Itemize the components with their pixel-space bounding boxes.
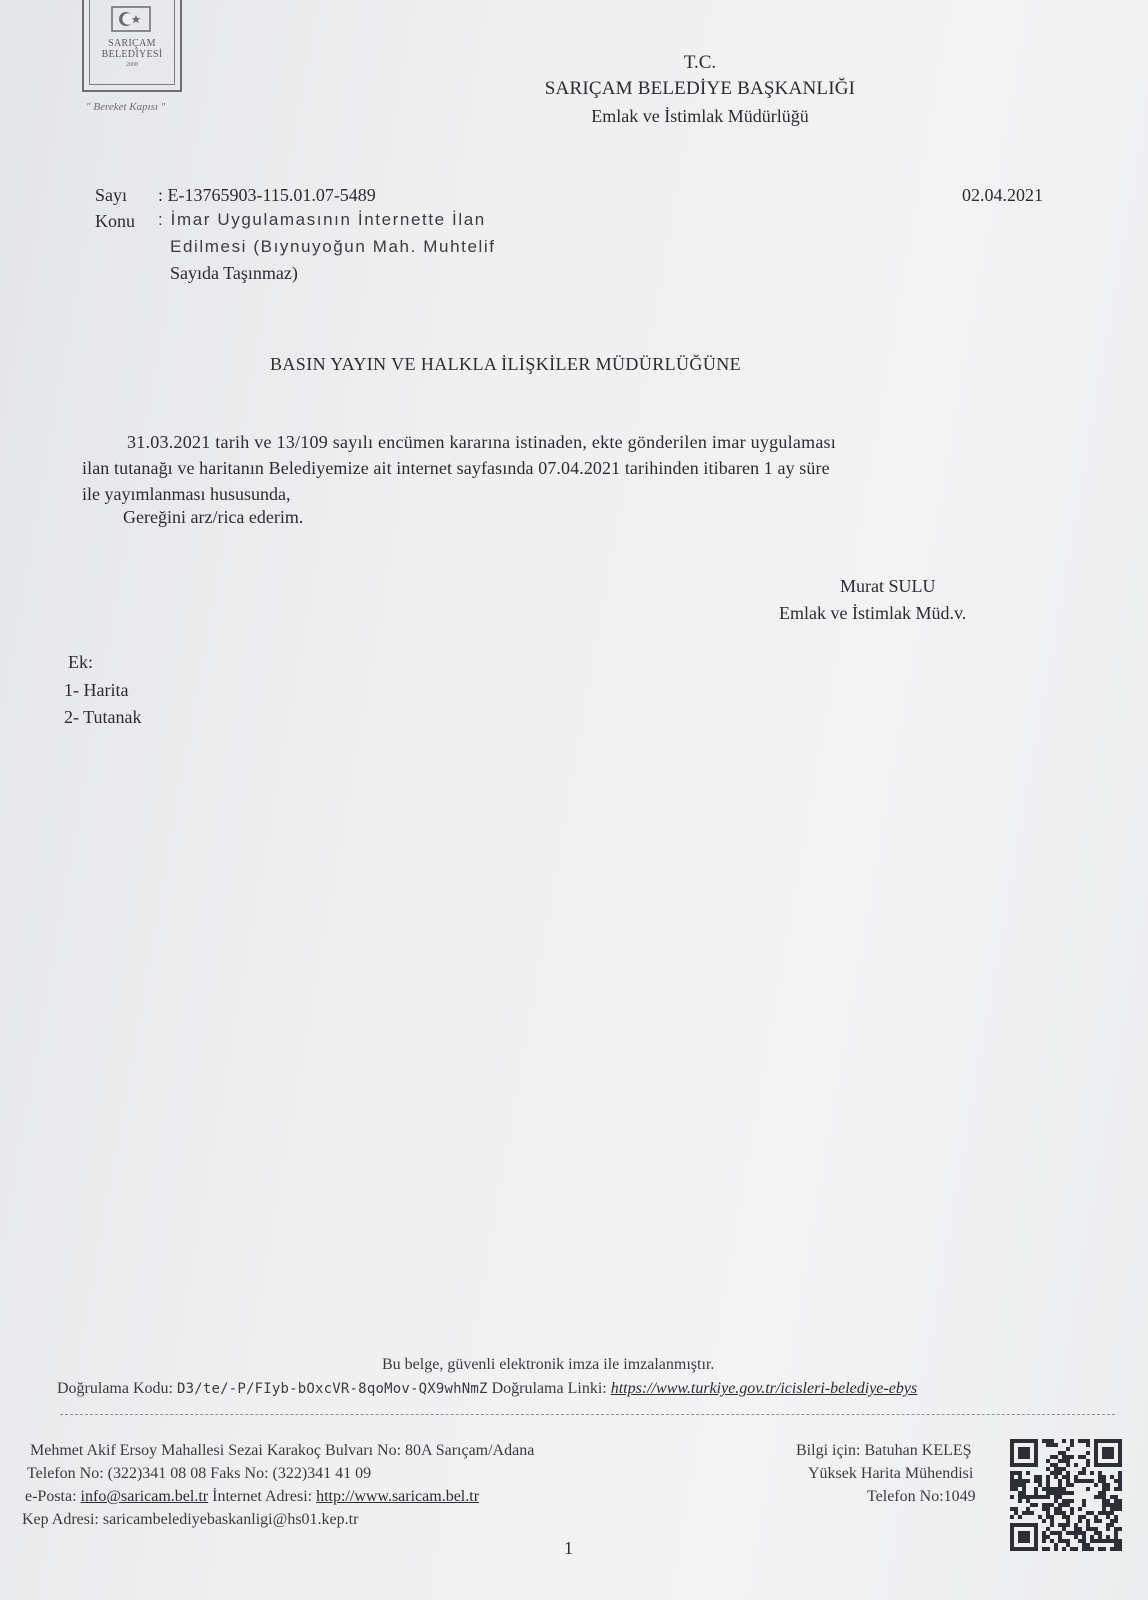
website-link[interactable]: http://www.saricam.bel.tr — [316, 1488, 480, 1505]
sayi-value: : E-13765903-115.01.07-5489 — [158, 185, 376, 205]
body-line-2: ilan tutanağı ve haritanın Belediyemize ait internet sayfasında 07.04.2021 tarihinden itibaren 1 ay süre — [82, 458, 830, 478]
footer-kep: Kep Adresi: saricambelediyebaskanligi@hs01.kep.tr — [22, 1511, 359, 1528]
email-label: e-Posta: — [25, 1488, 77, 1505]
verification-link[interactable]: https://www.turkiye.gov.tr/icisleri-belediye-ebys — [610, 1380, 918, 1397]
verification-code-label: Doğrulama Kodu: — [57, 1380, 173, 1397]
konu-line-3: Sayıda Taşınmaz) — [170, 263, 298, 283]
document-date: 02.04.2021 — [962, 185, 1043, 205]
logo-name-line2: BELEDİYESİ — [101, 49, 163, 60]
verification-code: D3/te/-P/FIyb-bOxcVR-8qoMov-QX9whNmZ — [176, 1381, 488, 1397]
attachment-item: 2- Tutanak — [64, 707, 142, 727]
body-line-1: 31.03.2021 tarih ve 13/109 sayılı encümen kararına istinaden, ekte gönderilen imar uygulaması — [127, 432, 837, 452]
qr-code-icon — [1010, 1439, 1122, 1551]
footer-contact-row — [25, 1488, 479, 1506]
esign-note: Bu belge, güvenli elektronik imza ile imzalanmıştır. — [382, 1356, 715, 1373]
konu-label: Konu — [95, 211, 135, 231]
attachment-item: 1- Harita — [64, 680, 129, 700]
logo-name-line1: SARIÇAM — [108, 38, 156, 49]
footer-phone-fax: Telefon No: (322)341 08 08 Faks No: (322)341 41 09 — [27, 1465, 372, 1482]
info-contact-name: Bilgi için: Batuhan KELEŞ — [796, 1442, 972, 1459]
info-contact-phone: Telefon No:1049 — [867, 1488, 976, 1505]
addressee: BASIN YAYIN VE HALKLA İLİŞKİLER MÜDÜRLÜĞÜNE — [270, 354, 742, 374]
email-link[interactable]: info@saricam.bel.tr — [80, 1488, 209, 1505]
footer-address: Mehmet Akif Ersoy Mahallesi Sezai Karakoç Bulvarı No: 80A Sarıçam/Adana — [30, 1442, 535, 1459]
verification-link-label: Doğrulama Linki: — [491, 1380, 607, 1397]
konu-line-1: : İmar Uygulamasının İnternette İlan — [158, 210, 486, 229]
signer-title: Emlak ve İstimlak Müd.v. — [779, 603, 967, 623]
sayi-label: Sayı — [95, 185, 128, 205]
logo-motto: " Bereket Kapısı " — [86, 101, 166, 113]
signer-name: Murat SULU — [840, 576, 936, 596]
header-department: Emlak ve İstimlak Müdürlüğü — [591, 106, 809, 126]
attachments-label: Ek: — [68, 652, 93, 672]
logo-year: 2008 — [126, 62, 138, 68]
page-number: 1 — [564, 1538, 573, 1558]
header-tc: T.C. — [683, 52, 717, 73]
website-label: İnternet Adresi: — [212, 1488, 313, 1505]
verification-code-row — [57, 1380, 917, 1398]
flag-icon — [111, 6, 151, 32]
footer-divider — [60, 1414, 1115, 1415]
konu-line-2: Edilmesi (Bıynuyoğun Mah. Muhtelif — [170, 237, 496, 256]
body-line-3: ile yayımlanması hususunda, — [82, 484, 291, 504]
info-contact-title: Yüksek Harita Mühendisi — [808, 1465, 974, 1482]
header-institution: SARIÇAM BELEDİYE BAŞKANLIĞI — [544, 78, 856, 99]
body-line-4: Gereğini arz/rica ederim. — [123, 507, 304, 527]
